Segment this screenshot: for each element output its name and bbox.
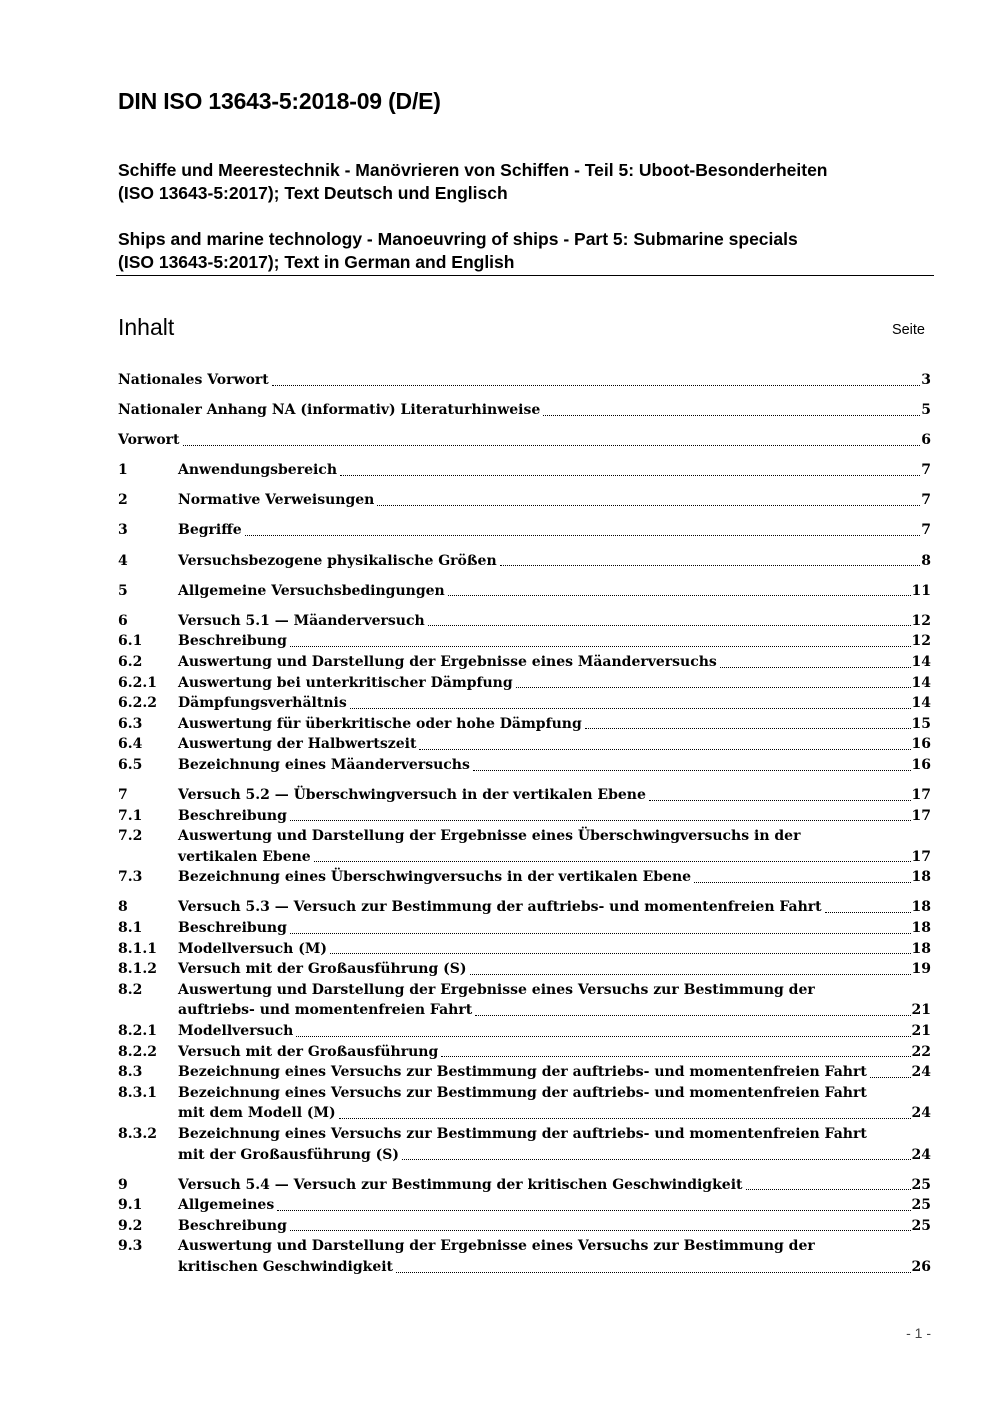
toc-entry-title: Bezeichnung eines Überschwingversuchs in der vertikalen Ebene [178, 869, 692, 886]
toc-entry-number: 6.5 [118, 756, 143, 773]
toc-dot-leader [396, 1271, 911, 1273]
toc-entry-number: 8.1 [118, 920, 143, 937]
toc-dot-leader [290, 1229, 911, 1231]
toc-dot-leader [720, 666, 911, 668]
toc-entry-page: 26 [911, 1259, 931, 1276]
toc-entry-title: Bezeichnung eines Mäanderversuchs [178, 756, 470, 773]
toc-entry[interactable] [118, 581, 931, 602]
toc-entry-page: 14 [911, 674, 931, 691]
toc-dot-leader [314, 860, 911, 862]
toc-dot-leader [377, 504, 920, 506]
toc-entry-title-continued: mit dem Modell (M) [178, 1105, 336, 1122]
toc-entry-number: 9.2 [118, 1217, 143, 1234]
toc-entry-page: 22 [911, 1043, 931, 1060]
toc-dot-leader [746, 1188, 911, 1190]
toc-entry[interactable] [118, 1236, 931, 1277]
toc-entry-page: 12 [911, 633, 931, 650]
page-number: - 1 - [906, 1325, 931, 1341]
toc-entry-title: Versuch 5.3 — Versuch zur Bestimmung der auftriebs- und momentenfreien Fahrt [178, 899, 822, 916]
toc-entry[interactable] [118, 755, 931, 776]
toc-entry[interactable] [118, 1124, 931, 1165]
toc-entry-page: 21 [911, 1002, 931, 1019]
toc-entry-page: 16 [911, 756, 931, 773]
toc-entry-page: 24 [911, 1064, 931, 1081]
toc-entry-page: 21 [911, 1023, 931, 1040]
toc-dot-leader [330, 952, 911, 954]
toc-entry-number: 6 [118, 612, 128, 629]
toc-entry-number: 8.1.2 [118, 961, 157, 978]
toc-dot-leader [419, 748, 910, 750]
toc-entry-title: Versuch mit der Großausführung [178, 1043, 439, 1060]
toc-entry-number: 8.2.1 [118, 1023, 157, 1040]
toc-entry-title: Beschreibung [178, 633, 287, 650]
toc-dot-leader [296, 1035, 910, 1037]
toc-entry-title: Auswertung der Halbwertszeit [178, 736, 417, 753]
toc-dot-leader [649, 799, 911, 801]
toc-entry-number: 8.1.1 [118, 940, 157, 957]
subtitle-english-line-1: Ships and marine technology - Manoeuvring of ships - Part 5: Submarine specials [118, 229, 798, 249]
toc-dot-leader [870, 1076, 911, 1078]
toc-entry-title: Normative Verweisungen [178, 492, 375, 509]
toc-dot-leader [543, 414, 920, 416]
toc-entry-number: 8.3.2 [118, 1126, 157, 1142]
toc-entry[interactable] [118, 370, 931, 391]
toc-entry-title: Versuch mit der Großausführung (S) [178, 961, 467, 978]
toc-entry-title: Auswertung und Darstellung der Ergebnisse eines Mäanderversuchs [178, 653, 717, 670]
toc-entry-number: 2 [118, 492, 128, 509]
toc-entry[interactable] [118, 980, 931, 1021]
subtitle-german-line-2: (ISO 13643-5:2017); Text Deutsch und Englisch [118, 183, 508, 203]
toc-entry-number: 6.3 [118, 715, 143, 732]
toc-entry-page: 24 [911, 1146, 931, 1163]
toc-entry-title: Versuch 5.4 — Versuch zur Bestimmung der kritischen Geschwindigkeit [178, 1176, 743, 1193]
toc-dot-leader [448, 594, 911, 596]
toc-entry[interactable] [118, 693, 931, 714]
toc-entry-page: 14 [911, 653, 931, 670]
toc-entry[interactable] [118, 611, 931, 632]
toc-entry[interactable] [118, 460, 931, 481]
toc-entry-title: Vorwort [118, 432, 180, 449]
toc-entry[interactable] [118, 1195, 931, 1216]
toc-entry-number: 5 [118, 582, 128, 599]
toc-dot-leader [290, 932, 911, 934]
toc-dot-leader [290, 819, 911, 821]
toc-entry[interactable] [118, 806, 931, 827]
toc-entry[interactable] [118, 1216, 931, 1237]
document-title: DIN ISO 13643-5:2018-09 (D/E) [118, 88, 441, 114]
toc-entry-page: 14 [911, 695, 931, 712]
subtitle-english-line-2: (ISO 13643-5:2017); Text in German and English [118, 252, 515, 272]
toc-dot-leader [475, 1014, 910, 1016]
toc-dot-leader [470, 973, 911, 975]
toc-dot-leader [473, 769, 911, 771]
toc-entry-page: 6 [921, 432, 931, 449]
toc-entry-title: Auswertung und Darstellung der Ergebnisse eines Versuchs zur Bestimmung der [178, 981, 815, 998]
subtitle-german [118, 159, 938, 205]
toc-entry[interactable] [118, 631, 931, 652]
toc-entry-title: Modellversuch [178, 1023, 294, 1040]
toc-entry-page: 25 [911, 1217, 931, 1234]
toc-dot-leader [277, 1209, 910, 1211]
toc-entry-number: 9.1 [118, 1197, 143, 1214]
toc-entry-title: Bezeichnung eines Versuchs zur Bestimmung der auftriebs- und momentenfreien Fahrt [178, 1084, 867, 1101]
toc-entry-page: 18 [911, 869, 931, 886]
toc-entry-page: 19 [911, 961, 931, 978]
toc-entry[interactable] [118, 430, 931, 451]
toc-entry-page: 18 [911, 899, 931, 916]
toc-entry-title: Bezeichnung eines Versuchs zur Bestimmung der auftriebs- und momentenfreien Fahrt [178, 1126, 867, 1142]
toc-entry-page: 17 [911, 787, 931, 803]
toc-entry[interactable] [118, 1062, 931, 1083]
toc-dot-leader [441, 1055, 910, 1057]
toc-dot-leader [339, 1117, 911, 1119]
toc-entry-title-continued: vertikalen Ebene [178, 848, 311, 865]
toc-entry-title: Allgemeines [178, 1197, 275, 1214]
toc-entry-title: Auswertung bei unterkritischer Dämpfung [178, 674, 513, 691]
toc-entry-page: 15 [911, 715, 931, 732]
toc-entry-page: 17 [911, 848, 931, 865]
toc-dot-leader [694, 881, 910, 883]
toc-entry[interactable] [118, 939, 931, 960]
toc-entry[interactable] [118, 867, 931, 888]
toc-entry-title: Beschreibung [178, 1217, 287, 1234]
toc-entry-title: Anwendungsbereich [178, 462, 337, 479]
toc-dot-leader [340, 474, 920, 476]
toc-entry-title: Auswertung für überkritische oder hohe Dämpfung [178, 715, 582, 732]
toc-entry[interactable] [118, 520, 931, 541]
toc-entry-page: 25 [911, 1176, 931, 1193]
toc-entry-page: 5 [921, 402, 931, 419]
toc-entry[interactable] [118, 673, 931, 694]
toc-dot-leader [245, 534, 921, 536]
toc-entry-title-continued: kritischen Geschwindigkeit [178, 1259, 394, 1276]
toc-entry[interactable] [118, 1175, 931, 1196]
contents-heading: Inhalt [118, 314, 175, 340]
toc-entry[interactable] [118, 1021, 931, 1042]
toc-entry[interactable] [118, 551, 931, 572]
toc-entry-title: Allgemeine Versuchsbedingungen [178, 582, 445, 599]
toc-entry-page: 11 [911, 582, 931, 599]
page-column-label: Seite [891, 322, 925, 338]
toc-entry-title-continued: auftriebs- und momentenfreien Fahrt [178, 1002, 473, 1019]
toc-dot-leader [428, 624, 911, 626]
toc-entry-page: 24 [911, 1105, 931, 1122]
toc-entry-title: Auswertung und Darstellung der Ergebnisse eines Versuchs zur Bestimmung der [178, 1238, 815, 1255]
toc-entry-title: Versuch 5.2 — Überschwingversuch in der vertikalen Ebene [178, 787, 646, 803]
toc-entry-number: 9 [118, 1176, 128, 1193]
toc-entry-number: 3 [118, 522, 128, 539]
toc-dot-leader [290, 645, 911, 647]
toc-entry-page: 18 [911, 940, 931, 957]
toc-entry[interactable] [118, 652, 931, 673]
toc-dot-leader [402, 1158, 911, 1160]
toc-entry-number: 6.1 [118, 633, 143, 650]
toc-entry-title: Bezeichnung eines Versuchs zur Bestimmung der auftriebs- und momentenfreien Fahrt [178, 1064, 867, 1081]
toc-entry-number: 4 [118, 552, 128, 569]
toc-entry-page: 7 [921, 492, 931, 509]
toc-entry-page: 8 [921, 552, 931, 569]
toc-entry-number: 6.4 [118, 736, 143, 753]
toc-entry[interactable] [118, 785, 931, 806]
toc-entry-title: Modellversuch (M) [178, 940, 327, 957]
toc-entry-title: Begriffe [178, 522, 242, 539]
toc-entry[interactable] [118, 1083, 931, 1124]
toc-entry-number: 8.3.1 [118, 1084, 157, 1101]
toc-dot-leader [825, 911, 911, 913]
toc-entry-page: 7 [921, 522, 931, 539]
toc-entry[interactable] [118, 918, 931, 939]
toc-entry-page: 17 [911, 807, 931, 824]
toc-entry-number: 6.2.1 [118, 674, 157, 691]
header-divider [116, 275, 934, 276]
toc-entry[interactable] [118, 490, 931, 511]
toc-entry-number: 1 [118, 462, 128, 479]
toc-entry-number: 8.2 [118, 981, 143, 998]
toc-entry-number: 6.2.2 [118, 695, 157, 712]
subtitle-english [118, 228, 938, 274]
toc-entry-page: 3 [921, 372, 931, 388]
toc-entry-number: 8.3 [118, 1064, 143, 1081]
toc-entry[interactable] [118, 1042, 931, 1063]
toc-entry-title: Beschreibung [178, 920, 287, 937]
toc-dot-leader [350, 707, 911, 709]
subtitle-german-line-1: Schiffe und Meerestechnik - Manövrieren von Schiffen - Teil 5: Uboot-Besonderheiten [118, 160, 828, 180]
toc-entry-number: 9.3 [118, 1238, 143, 1255]
toc-entry-number: 7 [118, 787, 128, 803]
toc-entry-page: 16 [911, 736, 931, 753]
toc-entry-page: 7 [921, 462, 931, 479]
toc-dot-leader [516, 686, 911, 688]
toc-entry-number: 7.2 [118, 828, 143, 845]
toc-entry-title: Nationaler Anhang NA (informativ) Literaturhinweise [118, 402, 541, 419]
toc-entry-title: Beschreibung [178, 807, 287, 824]
toc-entry[interactable] [118, 734, 931, 755]
toc-entry-title: Versuch 5.1 — Mäanderversuch [178, 612, 425, 629]
toc-entry-title-continued: mit der Großausführung (S) [178, 1146, 399, 1163]
table-of-contents [118, 370, 931, 1278]
toc-entry-title: Dämpfungsverhältnis [178, 695, 347, 712]
toc-entry-number: 8 [118, 899, 128, 916]
toc-entry-number: 8.2.2 [118, 1043, 157, 1060]
toc-entry-page: 25 [911, 1197, 931, 1214]
toc-dot-leader [500, 564, 921, 566]
toc-entry-number: 7.3 [118, 869, 143, 886]
toc-entry[interactable] [118, 959, 931, 980]
toc-entry-title: Versuchsbezogene physikalische Größen [178, 552, 497, 569]
toc-entry-page: 18 [911, 920, 931, 937]
toc-dot-leader [585, 727, 911, 729]
toc-entry-number: 7.1 [118, 807, 143, 824]
toc-dot-leader [272, 384, 921, 386]
toc-entry[interactable] [118, 826, 931, 867]
toc-entry[interactable] [118, 400, 931, 421]
toc-entry-page: 12 [911, 612, 931, 629]
toc-entry-title: Nationales Vorwort [118, 372, 269, 388]
toc-entry-title: Auswertung und Darstellung der Ergebnisse eines Überschwingversuchs in der [178, 828, 801, 845]
toc-entry-number: 6.2 [118, 653, 143, 670]
toc-dot-leader [183, 444, 921, 446]
toc-entry[interactable] [118, 714, 931, 735]
toc-entry[interactable] [118, 897, 931, 918]
